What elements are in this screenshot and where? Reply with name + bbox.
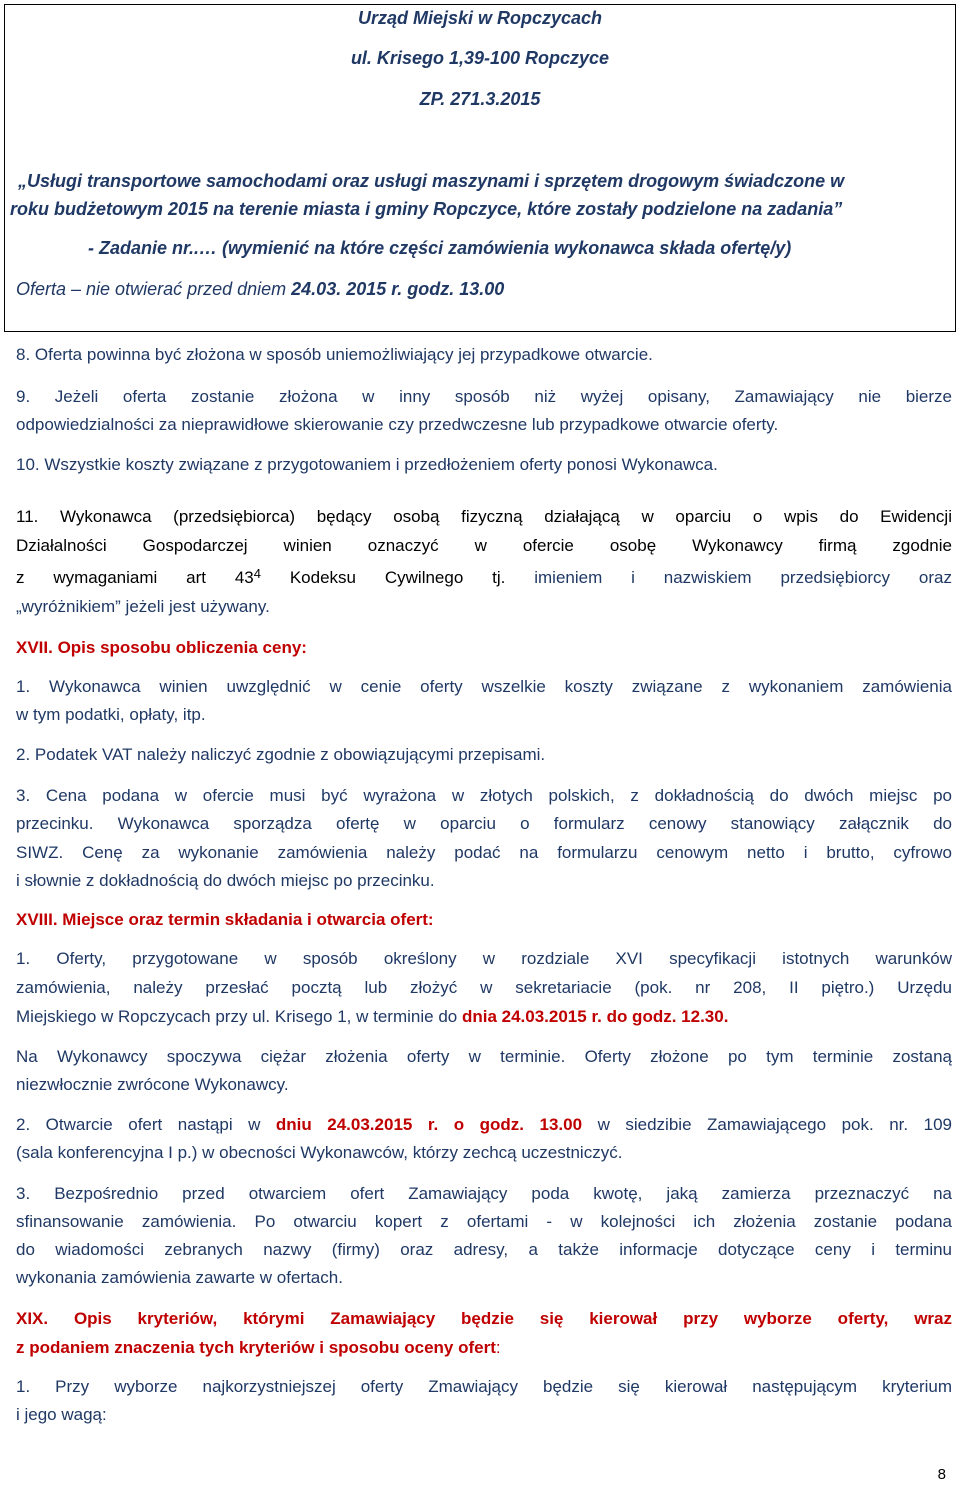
- s18-p3-line-3: do wiadomości zebranych nazwy (firmy) oraz adresy, a także informacje dotyczące ceny i terminu: [16, 1240, 952, 1259]
- s18-p3-line-1: 3. Bezpośrednio przed otwarciem ofert Zamawiający poda kwotę, jaką zamierza przeznaczyć na: [16, 1184, 952, 1203]
- item-11-line-2: Działalności Gospodarczej winien oznaczyć w ofercie osobę Wykonawcy firmą zgodnie: [16, 536, 952, 555]
- title-line-1: „Usługi transportowe samochodami oraz usługi maszynami i sprzętem drogowym świadczone w: [18, 171, 845, 191]
- s18-p2-line-1: 2. Otwarcie ofert nastąpi w dniu 24.03.2015 r. o godz. 13.00 w siedzibie Zamawiającego pok. nr. 109: [16, 1115, 952, 1134]
- s18-p1-line-1: 1. Oferty, przygotowane w sposób określony w rozdziale XVI specyfikacji istotnych warunków: [16, 949, 952, 968]
- reference-number: ZP. 271.3.2015: [419, 89, 541, 109]
- no-open-date: 24.03. 2015 r. godz. 13.00: [291, 279, 505, 299]
- s17-p3-line-1: 3. Cena podana w ofercie musi być wyrażona w złotych polskich, z dokładnością do dwóch miejsc po: [16, 786, 952, 805]
- title-line-2: roku budżetowym 2015 na terenie miasta i gminy Ropczyce, które zostały podzielone na zadania”: [10, 199, 843, 219]
- item-8: 8. Oferta powinna być złożona w sposób uniemożliwiający jej przypadkowe otwarcie.: [16, 345, 653, 364]
- s19-p1-line-1: 1. Przy wyborze najkorzystniejszej oferty Zmawiający będzie się kierował następującym kryterium: [16, 1377, 952, 1396]
- s18-p3-line-2: sfinansowanie zamówienia. Po otwarciu kopert z ofertami - w kolejności ich złożenia zostanie podana: [16, 1212, 952, 1231]
- section-19-heading-line-1: XIX. Opis kryteriów, którymi Zamawiający będzie się kierował przy wyborze oferty, wraz: [16, 1309, 952, 1328]
- s19-p1-line-2: i jego wagą:: [16, 1405, 107, 1424]
- office-name: Urząd Miejski w Ropczycach: [357, 8, 603, 28]
- s17-p3-line-4: i słownie z dokładnością do dwóch miejsc po przecinku.: [16, 871, 435, 890]
- no-open-label: Oferta – nie otwierać przed dniem: [16, 279, 287, 299]
- section-18-heading: XVIII. Miejsce oraz termin składania i otwarcia ofert:: [16, 910, 434, 929]
- task-prefix: - Zadanie nr: [88, 238, 190, 258]
- s18-p1b-line-1: Na Wykonawcy spoczywa ciężar złożenia oferty w terminie. Oferty złożone po tym terminie zostaną: [16, 1047, 952, 1066]
- item-9-line-1: 9. Jeżeli oferta zostanie złożona w inny sposób niż wyżej opisany, Zamawiający nie bierze: [16, 387, 952, 406]
- item-11-line-4: „wyróżnikiem” jeżeli jest używany.: [16, 597, 270, 616]
- s18-p1-line-3: Miejskiego w Ropczycach przy ul. Krisego 1, w terminie do dnia 24.03.2015 r. do godz. 12.30.: [16, 1007, 729, 1026]
- item-11-line-3: [16, 564, 952, 591]
- page-number: 8: [937, 1466, 946, 1483]
- item-11-code: Kodeksu Cywilnego tj.: [289, 568, 506, 587]
- item-11-art: z wymaganiami art $43^4$: [16, 566, 261, 587]
- no-open-notice: [16, 279, 504, 300]
- section-19-heading-line-2: z podaniem znaczenia tych kryteriów i sposobu oceny ofert:: [16, 1338, 501, 1357]
- s18-p3-line-4: wykonania zamówienia zawarte w ofertach.: [16, 1268, 343, 1287]
- s18-p2-line-2: (sala konferencyjna I p.) w obecności Wykonawców, którzy zechcą uczestniczyć.: [16, 1143, 623, 1162]
- office-address: ul. Krisego 1,39-100 Ropczyce: [350, 48, 610, 68]
- s18-p1-line-2: zamówienia, należy przesłać pocztą lub złożyć w sekretariacie (pok. nr 208, II piętro.) Urzędu: [16, 978, 952, 997]
- submission-deadline: dnia 24.03.2015 r. do godz. 12.30.: [461, 1007, 729, 1026]
- s17-p1-line-2: w tym podatki, opłaty, itp.: [16, 705, 206, 724]
- s17-p3-line-2: przecinku. Wykonawca sporządza ofertę w oparciu o formularz cenowy stanowiący załącznik do: [16, 814, 952, 833]
- s17-p2: 2. Podatek VAT należy naliczyć zgodnie z obowiązującymi przepisami.: [16, 745, 546, 764]
- task-note: (wymienić na które części zamówienia wykonawca składa ofertę/y): [222, 238, 792, 258]
- item-11-line-1: 11. Wykonawca (przedsiębiorca) będący osobą fizyczną działającą w oparciu o wpis do Ewidencji: [16, 507, 952, 526]
- s17-p1-line-1: 1. Wykonawca winien uwzględnić w cenie oferty wszelkie koszty związane z wykonaniem zamówienia: [16, 677, 952, 696]
- task-line: [88, 238, 791, 259]
- item-9-line-2: odpowiedzialności za nieprawidłowe skierowanie czy przedwczesne lub przypadkowe otwarcie oferty.: [16, 415, 779, 434]
- s18-p1b-line-2: niezwłocznie zwrócone Wykonawcy.: [16, 1075, 289, 1094]
- section-17-heading: XVII. Opis sposobu obliczenia ceny:: [16, 638, 307, 657]
- s17-p3-line-3: SIWZ. Cenę za wykonanie zamówienia należy podać na formularzu cenowym netto i brutto, cyfrowo: [16, 843, 952, 862]
- task-dots: ..…: [189, 238, 223, 258]
- opening-date: dniu 24.03.2015 r. o godz. 13.00: [275, 1115, 583, 1134]
- item-11-name: imieniem i nazwiskiem przedsiębiorcy oraz: [534, 568, 952, 587]
- item-10: 10. Wszystkie koszty związane z przygotowaniem i przedłożeniem oferty ponosi Wykonawca.: [16, 455, 718, 474]
